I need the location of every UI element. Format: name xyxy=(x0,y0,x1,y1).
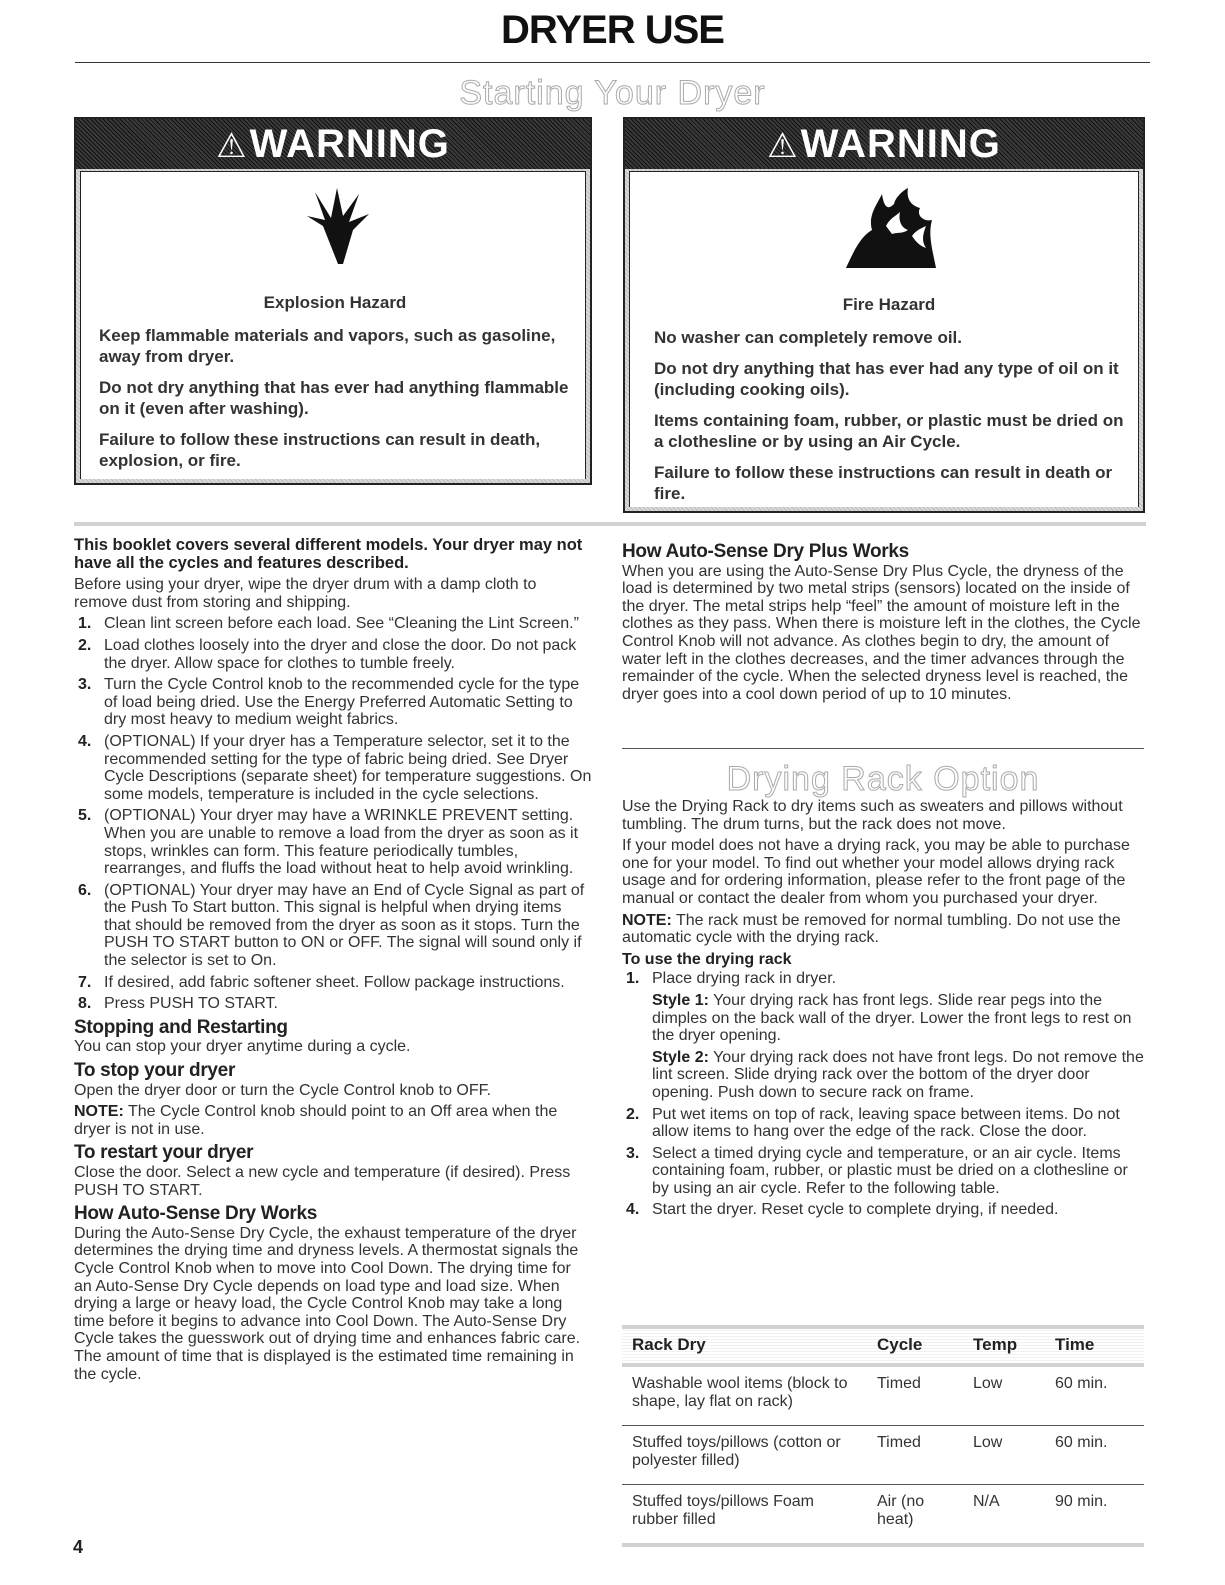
step-number: 7. xyxy=(78,973,92,991)
step-number: 3. xyxy=(626,1144,640,1162)
stop-heading: To stop your dryer xyxy=(74,1060,236,1082)
column-header: Cycle xyxy=(867,1327,963,1365)
column-header: Rack Dry xyxy=(622,1327,867,1365)
list-item xyxy=(74,995,592,1013)
list-item xyxy=(74,615,592,633)
rack-column xyxy=(622,798,1144,1223)
table-row xyxy=(622,1485,1144,1546)
table-header-row xyxy=(622,1327,1144,1365)
warning-box-explosion xyxy=(74,117,592,485)
step-number: 2. xyxy=(626,1105,640,1123)
rack-steps xyxy=(622,970,1144,988)
column-header: Time xyxy=(1045,1327,1144,1365)
warning-line: Failure to follow these instructions can result in death, explosion, or fire. xyxy=(99,430,541,470)
hazard-name: Explosion Hazard xyxy=(263,293,407,312)
list-item xyxy=(622,1201,1144,1219)
warning-line: No washer can completely remove oil. xyxy=(654,328,963,347)
intro-bold: This booklet covers several different models. Your dryer may not have all the cycles and features described. xyxy=(74,536,583,572)
autosense-plus-text: When you are using the Auto-Sense Dry Plus Cycle, the dryness of the load is determined by two metal strips (sensors) located on the inside of the dryer. The metal strips help “feel” the amount of moisture left in the clothes as they pass. When there is moisture left in the clothes, the Cycle Control Knob will not advance. As clothes begin to dry, the amount of water left in the clothes decreases, and the timer advances through the remainder of the cycle. When the selected dryness level is reached, the dryer goes into a cool down period of up to 10 minutes. xyxy=(622,562,1141,703)
restart-heading: To restart your dryer xyxy=(74,1142,254,1164)
warning-line: Do not dry anything that has ever had any type of oil on it (including cooking oils). xyxy=(654,359,1119,399)
style-desc: Your drying rack does not have front legs. Do not remove the lint screen. Slide drying rack over the bottom of the dryer door opening. Push down to secure rack on frame. xyxy=(652,1048,1144,1101)
autosense-plus-heading: How Auto-Sense Dry Plus Works xyxy=(622,541,909,562)
table-row xyxy=(622,1426,1144,1485)
autosense-text: During the Auto-Sense Dry Cycle, the exhaust temperature of the dryer determines the drying time and dryness levels. A thermostat signals the Cycle Control Knob when to move into Cool Down. The drying time for an Auto-Sense Dry Cycle depends on load type and load size. When drying a large or heavy load, the Cycle Control Knob may take a long time before it begins to advance into Cool Down. The Auto-Sense Dry Cycle takes the guesswork out of drying time and enhances fabric care. The amount of time that is displayed is the estimated time remaining in the cycle. xyxy=(74,1224,581,1383)
section-title-starting: Starting Your Dryer xyxy=(459,74,766,112)
step-text: Select a timed drying cycle and temperature, or an air cycle. Items containing foam, rubber, or plastic must be dried on a clothesline or by using an air cycle. Refer to the following table. xyxy=(652,1144,1128,1197)
list-item xyxy=(74,676,592,729)
rack-dry-table xyxy=(622,1325,1144,1547)
step-text: (OPTIONAL) Your dryer may have a WRINKLE PREVENT setting. When you are unable to remove a load from the dryer as soon as it stops, wrinkles can form. This feature periodically tumbles, rearranges, and fluffs the load without heat to help avoid wrinkling. xyxy=(104,807,579,878)
warning-triangle-icon: ⚠ xyxy=(216,127,248,165)
section-title-rack: Drying Rack Option xyxy=(726,760,1040,798)
section-divider xyxy=(74,522,1146,526)
table-cell: Low xyxy=(963,1365,1045,1426)
style-1-text xyxy=(622,992,1144,1045)
step-text: Turn the Cycle Control knob to the recommended cycle for the type of load being dried. Use the Energy Preferred Automatic Setting to dry most heavy to medium weight fabrics. xyxy=(104,676,580,729)
column-header: Temp xyxy=(963,1327,1045,1365)
explosion-icon-panel xyxy=(80,171,586,289)
warning-line: Do not dry anything that has ever had anything flammable on it (even after washing). xyxy=(99,378,569,418)
step-number: 2. xyxy=(78,636,92,654)
right-column xyxy=(622,543,1144,707)
title-divider xyxy=(75,62,1150,63)
list-item xyxy=(74,637,592,672)
list-item xyxy=(74,733,592,803)
page-title: DRYER USE xyxy=(501,8,724,52)
intro-text: Before using your dryer, wipe the dryer drum with a damp cloth to remove dust from storing and shipping. xyxy=(74,576,537,611)
note-label: NOTE: xyxy=(74,1103,124,1121)
fire-icon-panel xyxy=(629,171,1139,291)
restart-text: Close the door. Select a new cycle and temperature (if desired). Press PUSH TO START. xyxy=(74,1164,571,1199)
table-cell: N/A xyxy=(963,1485,1045,1546)
step-number: 3. xyxy=(78,676,92,694)
list-item xyxy=(74,882,592,970)
note-text: The Cycle Control knob should point to an Off area when the dryer is not in use. xyxy=(74,1103,558,1138)
list-item xyxy=(74,807,592,877)
warning-line: Failure to follow these instructions can result in death or fire. xyxy=(654,463,1113,503)
step-number: 1. xyxy=(78,615,92,633)
warning-triangle-icon: ⚠ xyxy=(767,127,799,165)
note-label: NOTE: xyxy=(622,911,672,929)
step-number: 6. xyxy=(78,881,92,899)
step-text: (OPTIONAL) Your dryer may have an End of Cycle Signal as part of the Push To Start button. This signal is helpful when drying items that should be removed from the dryer as soon as it stops. Turn the PUSH TO START button to ON or OFF. The signal will sound only if the selector is set to On. xyxy=(104,881,585,970)
table-cell: Timed xyxy=(867,1426,963,1485)
note-text: The rack must be removed for normal tumbling. Do not use the automatic cycle with the drying rack. xyxy=(622,911,1121,947)
stop-text: Open the dryer door or turn the Cycle Control knob to OFF. xyxy=(74,1081,492,1099)
warning-line: Items containing foam, rubber, or plastic must be dried on a clothesline or by using an Air Cycle. xyxy=(654,411,1124,451)
step-text: Clean lint screen before each load. See “Cleaning the Lint Screen.” xyxy=(104,615,579,633)
table-cell: Low xyxy=(963,1426,1045,1485)
right-divider xyxy=(622,748,1144,749)
list-item xyxy=(622,970,1144,988)
rack-purchase-text: If your model does not have a drying rack, you may be able to purchase one for your model. To find out whether your model allows drying rack usage and for ordering information, please refer to the front page of the manual or contact the dealer from whom you purchased your dryer. xyxy=(622,837,1130,907)
hazard-name: Fire Hazard xyxy=(842,295,936,314)
warning-label: WARNING xyxy=(800,122,1001,166)
stopping-heading: Stopping and Restarting xyxy=(74,1016,288,1038)
table-cell: Stuffed toys/pillows (cotton or polyester filled) xyxy=(622,1426,867,1485)
page-number: 4 xyxy=(73,1537,84,1557)
warning-header xyxy=(625,119,1143,169)
step-number: 8. xyxy=(78,995,92,1013)
table-cell: 60 min. xyxy=(1045,1365,1144,1426)
style-2-text xyxy=(622,1049,1144,1102)
list-item xyxy=(622,1145,1144,1198)
table-cell: Stuffed toys/pillows Foam rubber filled xyxy=(622,1485,867,1546)
step-text: Place drying rack in dryer. xyxy=(652,970,837,988)
table-cell: 90 min. xyxy=(1045,1485,1144,1546)
table-cell: 60 min. xyxy=(1045,1426,1144,1485)
step-number: 5. xyxy=(78,807,92,825)
step-text: Start the dryer. Reset cycle to complete drying, if needed. xyxy=(652,1201,1059,1219)
start-steps xyxy=(74,615,592,1012)
stop-note xyxy=(74,1103,592,1138)
table-cell: Timed xyxy=(867,1365,963,1426)
step-number: 4. xyxy=(78,732,92,750)
style-label: Style 1: xyxy=(652,991,709,1009)
style-label: Style 2: xyxy=(652,1048,709,1066)
step-text: Put wet items on top of rack, leaving space between items. Do not allow items to hang over the edge of the rack. Close the door. xyxy=(652,1105,1120,1141)
step-number: 4. xyxy=(626,1201,640,1219)
autosense-heading: How Auto-Sense Dry Works xyxy=(74,1203,318,1225)
fire-text-panel xyxy=(629,289,1139,507)
warning-label: WARNING xyxy=(249,122,450,166)
left-column xyxy=(74,537,592,1387)
table-row xyxy=(622,1365,1144,1426)
warning-line: Keep flammable materials and vapors, such as gasoline, away from dryer. xyxy=(99,326,556,366)
table-cell: Air (no heat) xyxy=(867,1485,963,1546)
use-rack-heading: To use the drying rack xyxy=(622,950,792,968)
fire-icon xyxy=(842,186,938,270)
step-text: Load clothes loosely into the dryer and close the door. Do not pack the dryer. Allow space for clothes to tumble freely. xyxy=(104,636,577,672)
explosion-icon xyxy=(303,186,373,266)
list-item xyxy=(622,1106,1144,1141)
warning-header xyxy=(76,119,590,169)
rack-intro: Use the Drying Rack to dry items such as sweaters and pillows without tumbling. The drum turns, but the rack does not move. xyxy=(622,798,1123,833)
step-number: 1. xyxy=(626,970,640,988)
step-text: If desired, add fabric softener sheet. Follow package instructions. xyxy=(104,973,565,991)
table-cell: Washable wool items (block to shape, lay flat on rack) xyxy=(622,1365,867,1426)
rack-note xyxy=(622,912,1144,947)
style-desc: Your drying rack has front legs. Slide rear pegs into the dimples on the back wall of the dryer. Lower the front legs to rest on the dryer opening. xyxy=(652,991,1132,1045)
step-text: (OPTIONAL) If your dryer has a Temperature selector, set it to the recommended setting for the type of fabric being dried. See Dryer Cycle Descriptions (separate sheet) for temperature suggestions. On some models, temperature is included in the cycle selections. xyxy=(104,732,592,803)
warning-box-fire xyxy=(623,117,1145,513)
list-item xyxy=(74,974,592,992)
step-text: Press PUSH TO START. xyxy=(104,995,278,1013)
rack-steps-continued xyxy=(622,1106,1144,1220)
explosion-text-panel xyxy=(80,287,586,479)
stopping-text: You can stop your dryer anytime during a cycle. xyxy=(74,1038,411,1056)
